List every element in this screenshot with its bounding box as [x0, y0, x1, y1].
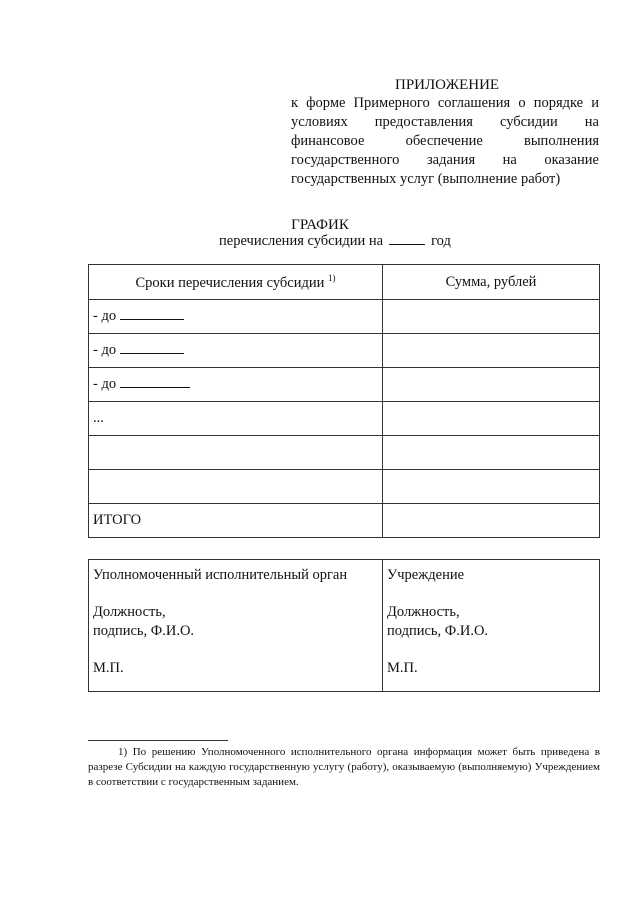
- appendix-text: к форме Примерного соглашения о порядке и условиях предоставления субсидии на финансовое обеспечение выполнения государственного задания на оказание государственных услуг (выполнение работ): [291, 95, 599, 187]
- amount-cell: [383, 300, 600, 334]
- signature-left: [89, 560, 383, 692]
- table-row: [89, 368, 600, 402]
- amount-cell: [383, 436, 600, 470]
- header-terms: [89, 265, 383, 300]
- table-row: [89, 300, 600, 334]
- footnote-divider: [88, 740, 228, 741]
- total-row: [89, 504, 600, 538]
- row-label: [89, 436, 383, 470]
- date-blank: [120, 375, 190, 388]
- schedule-table: [88, 264, 600, 538]
- total-amount-cell: [383, 504, 600, 538]
- year-blank: [389, 232, 425, 245]
- amount-cell: [383, 470, 600, 504]
- table-row: [89, 436, 600, 470]
- row-label: - до: [93, 342, 117, 358]
- appendix-title: ПРИЛОЖЕНИЕ: [395, 77, 500, 93]
- schedule-subtitle: [219, 232, 451, 250]
- stamp-label: М.П.: [93, 660, 124, 676]
- schedule-title: ГРАФИК: [291, 217, 349, 233]
- row-label: - до: [93, 376, 117, 392]
- position-label: Должность,: [387, 604, 460, 620]
- signature-label: подпись, Ф.И.О.: [93, 623, 195, 639]
- row-label: - до: [93, 308, 117, 324]
- table-header-row: [89, 265, 600, 300]
- total-label: ИТОГО: [93, 512, 142, 528]
- table-row: [89, 334, 600, 368]
- amount-cell: [383, 334, 600, 368]
- date-blank: [120, 307, 184, 320]
- institution-name: Учреждение: [387, 567, 465, 583]
- amount-cell: [383, 368, 600, 402]
- header-amount: Сумма, рублей: [383, 265, 600, 300]
- footnote-ref: 1): [328, 272, 336, 283]
- date-blank: [120, 341, 184, 354]
- position-label: Должность,: [93, 604, 166, 620]
- header-terms-label: Сроки перечисления субсидии: [135, 274, 325, 291]
- footnote-text: 1) По решению Уполномоченного исполнительного органа информация может быть приведена в разрезе Субсидии на каждую государственную услугу (работу), оказываемую (выполняемую) Учреждением в соответствии с государственным заданием.: [88, 746, 600, 788]
- table-row: [89, 402, 600, 436]
- table-row: [89, 470, 600, 504]
- stamp-label: М.П.: [387, 660, 418, 676]
- row-label: [89, 470, 383, 504]
- signature-right: [383, 560, 600, 692]
- signature-table: [88, 559, 600, 692]
- signature-label: подпись, Ф.И.О.: [387, 623, 489, 639]
- authority-name: Уполномоченный исполнительный орган: [93, 567, 348, 583]
- row-label: ...: [93, 410, 104, 426]
- amount-cell: [383, 402, 600, 436]
- schedule-subtitle-text: перечисления субсидии на: [219, 233, 384, 249]
- schedule-subtitle-year: год: [431, 233, 451, 249]
